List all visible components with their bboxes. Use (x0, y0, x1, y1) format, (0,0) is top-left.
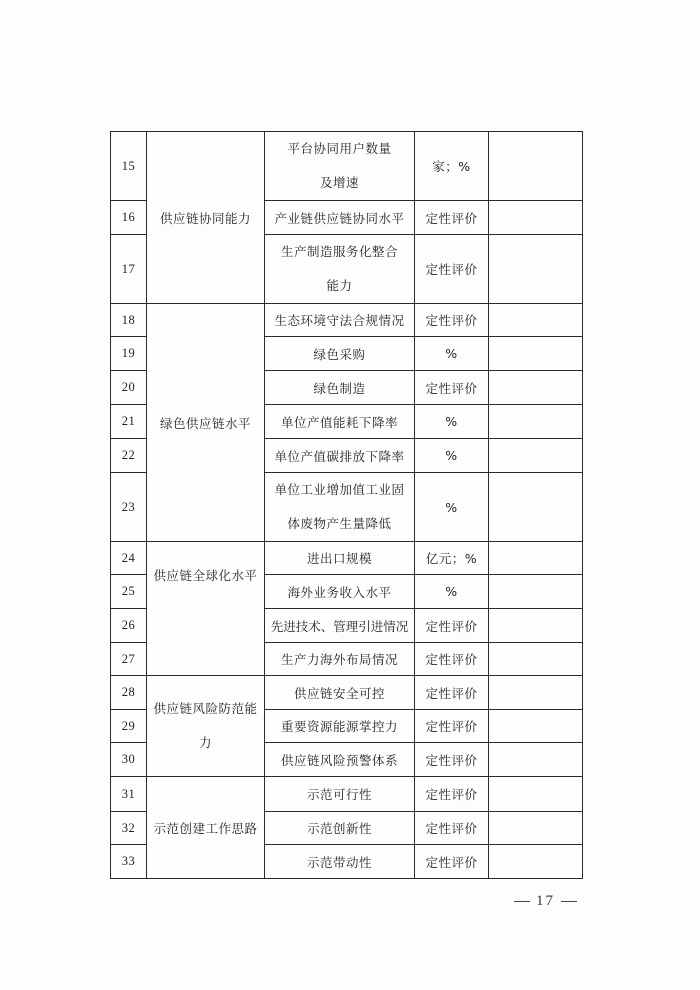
row-number: 15 (111, 132, 147, 201)
value-cell[interactable] (489, 235, 583, 304)
indicator-line: 能力 (326, 278, 353, 293)
value-cell[interactable] (489, 676, 583, 710)
unit-cell: 定性评价 (415, 304, 489, 337)
indicator-line: 单位工业增加值工业固 (274, 482, 405, 497)
table-row (111, 132, 583, 201)
dash-right (561, 901, 577, 902)
unit-cell: % (415, 473, 489, 542)
table-row (111, 304, 583, 337)
value-cell[interactable] (489, 609, 583, 643)
row-number: 32 (111, 812, 147, 845)
indicator-cell: 绿色制造 (265, 371, 415, 405)
value-cell[interactable] (489, 743, 583, 777)
indicator-cell: 生态环境守法合规情况 (265, 304, 415, 337)
unit-cell: % (415, 575, 489, 609)
unit-cell: % (415, 439, 489, 473)
unit-cell: 定性评价 (415, 676, 489, 710)
row-number: 26 (111, 609, 147, 643)
table-row (111, 777, 583, 812)
unit-cell: 定性评价 (415, 609, 489, 643)
value-cell[interactable] (489, 405, 583, 439)
indicator-cell: 供应链风险预警体系 (265, 743, 415, 777)
row-number: 17 (111, 235, 147, 304)
row-number: 29 (111, 710, 147, 743)
row-number: 16 (111, 201, 147, 235)
unit-cell: 定性评价 (415, 710, 489, 743)
row-number: 25 (111, 575, 147, 609)
unit-cell: 家；% (415, 132, 489, 201)
row-number: 21 (111, 405, 147, 439)
row-number: 27 (111, 643, 147, 676)
indicator-cell: 单位产值碳排放下降率 (265, 439, 415, 473)
unit-cell: 定性评价 (415, 777, 489, 812)
value-cell[interactable] (489, 304, 583, 337)
row-number: 18 (111, 304, 147, 337)
unit-cell: 定性评价 (415, 812, 489, 845)
category-cell: 示范创建工作思路 (147, 777, 265, 879)
indicator-line: 平台协同用户数量 (287, 141, 392, 156)
indicator-line: 体废物产生量降低 (287, 516, 392, 531)
category-line: 供应链风险防范能 (153, 701, 258, 716)
indicator-cell: 进出口规模 (265, 542, 415, 575)
indicator-cell: 产业链供应链协同水平 (265, 201, 415, 235)
indicator-line: 生产制造服务化整合 (280, 244, 398, 259)
row-number: 23 (111, 473, 147, 542)
unit-cell: % (415, 337, 489, 371)
value-cell[interactable] (489, 201, 583, 235)
table-row (111, 676, 583, 710)
indicator-cell (265, 473, 415, 542)
row-number: 22 (111, 439, 147, 473)
indicator-table (110, 131, 583, 879)
unit-cell: 定性评价 (415, 371, 489, 405)
page-number (508, 893, 583, 910)
indicator-cell: 单位产值能耗下降率 (265, 405, 415, 439)
value-cell[interactable] (489, 542, 583, 575)
indicator-cell (265, 132, 415, 201)
unit-cell: 定性评价 (415, 235, 489, 304)
indicator-cell: 示范可行性 (265, 777, 415, 812)
indicator-cell: 先进技术、管理引进情况 (265, 609, 415, 643)
category-cell (147, 676, 265, 777)
indicator-cell: 供应链安全可控 (265, 676, 415, 710)
value-cell[interactable] (489, 132, 583, 201)
indicator-cell: 生产力海外布局情况 (265, 643, 415, 676)
row-number: 30 (111, 743, 147, 777)
page-number-text: 17 (536, 893, 555, 909)
row-number: 19 (111, 337, 147, 371)
category-cell: 供应链协同能力 (147, 132, 265, 304)
value-cell[interactable] (489, 575, 583, 609)
indicator-cell: 重要资源能源掌控力 (265, 710, 415, 743)
indicator-cell: 示范带动性 (265, 845, 415, 879)
indicator-cell: 示范创新性 (265, 812, 415, 845)
row-number: 20 (111, 371, 147, 405)
row-number: 24 (111, 542, 147, 575)
row-number: 28 (111, 676, 147, 710)
value-cell[interactable] (489, 439, 583, 473)
value-cell[interactable] (489, 710, 583, 743)
value-cell[interactable] (489, 371, 583, 405)
indicator-cell (265, 235, 415, 304)
unit-cell: 亿元；% (415, 542, 489, 575)
unit-cell: 定性评价 (415, 743, 489, 777)
value-cell[interactable] (489, 777, 583, 812)
row-number: 33 (111, 845, 147, 879)
value-cell[interactable] (489, 473, 583, 542)
dash-left (514, 901, 530, 902)
indicator-cell: 绿色采购 (265, 337, 415, 371)
unit-cell: 定性评价 (415, 845, 489, 879)
category-cell: 绿色供应链水平 (147, 304, 265, 542)
unit-cell: 定性评价 (415, 643, 489, 676)
unit-cell: % (415, 405, 489, 439)
value-cell[interactable] (489, 845, 583, 879)
indicator-cell: 海外业务收入水平 (265, 575, 415, 609)
value-cell[interactable] (489, 337, 583, 371)
category-line: 力 (198, 735, 212, 750)
table-row (111, 542, 583, 575)
indicator-line: 及增速 (319, 175, 359, 190)
value-cell[interactable] (489, 812, 583, 845)
unit-cell: 定性评价 (415, 201, 489, 235)
value-cell[interactable] (489, 643, 583, 676)
category-cell: 供应链全球化水平 (147, 542, 265, 676)
row-number: 31 (111, 777, 147, 812)
